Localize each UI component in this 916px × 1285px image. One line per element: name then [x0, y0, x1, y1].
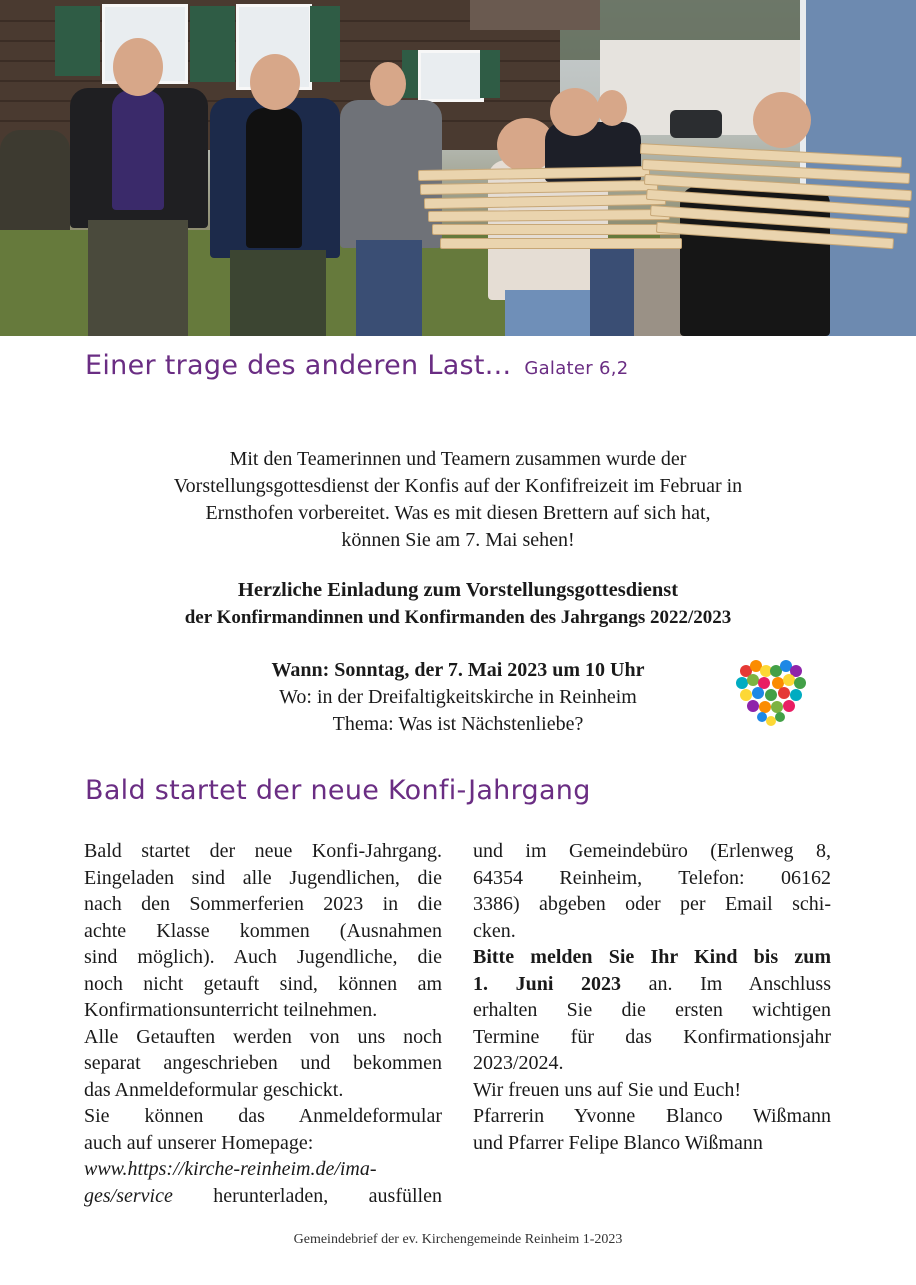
text-line: auch auf unserer Homepage:	[84, 1131, 314, 1154]
text-line: 2023/2024.	[473, 1052, 564, 1074]
text-line: achte Klasse kommen (Ausnahmen	[84, 919, 442, 942]
text-after-link: herunterladen, ausfüllen	[172, 1184, 442, 1207]
text-after-date: an. Im Anschluss	[621, 972, 831, 995]
text-line: 3386) abgeben oder per Email schi-	[473, 893, 831, 915]
text-line: noch nicht getauft sind, können am	[84, 972, 442, 995]
text-line: und im Gemeindebüro (Erlenweg 8,	[473, 840, 831, 862]
right-column	[473, 838, 831, 1156]
homepage-link-continued[interactable]: ges/service	[84, 1184, 173, 1207]
text-line: Eingeladen sind alle Jugendlichen, die	[84, 866, 442, 889]
event-details	[140, 657, 776, 738]
intro-line: Ernsthofen vorbereitet. Was es mit diesen Brettern auf sich hat,	[205, 502, 711, 524]
heading-verse-reference: Galater 6,2	[524, 358, 629, 379]
text-line: Bald startet der neue Konfi-Jahrgang.	[84, 840, 442, 862]
registration-deadline-line: Bitte melden Sie Ihr Kind bis zum	[473, 946, 831, 968]
text-line: Alle Getauften werden von uns noch	[84, 1025, 442, 1048]
text-line: cken.	[473, 919, 516, 942]
text-line: Termine für das Konfirmationsjahr	[473, 1025, 831, 1048]
intro-line: Mit den Teamerinnen und Teamern zusammen wurde der	[229, 448, 687, 470]
text-line	[473, 971, 831, 998]
text-line: Sie können das Anmeldeformular	[84, 1105, 442, 1127]
text-line	[84, 1183, 442, 1210]
registration-deadline-date: 1. Juni 2023	[473, 972, 621, 995]
text-line: Konfirmationsunterricht teilnehmen.	[84, 999, 378, 1021]
text-line: erhalten Sie die ersten wichtigen	[473, 999, 831, 1021]
page-footer: Gemeindebrief der ev. Kirchengemeinde Reinheim 1-2023	[293, 1232, 623, 1247]
event-when: Wann: Sonntag, der 7. Mai 2023 um 10 Uhr	[271, 659, 645, 681]
invitation-title: Herzliche Einladung zum Vorstellungsgottesdienst	[237, 579, 679, 601]
text-line: 64354 Reinheim, Telefon: 06162	[473, 866, 831, 889]
signature-line: Pfarrerin Yvonne Blanco Wißmann	[473, 1105, 831, 1127]
heading-new-confirmation-year: Bald startet der neue Konfi-Jahrgang	[85, 775, 591, 806]
intro-paragraph	[100, 446, 816, 554]
intro-line: können Sie am 7. Mai sehen!	[341, 529, 575, 551]
closing-line: Wir freuen uns auf Sie und Euch!	[473, 1078, 741, 1101]
text-line: sind möglich). Auch Jugendliche, die	[84, 946, 442, 968]
car	[670, 110, 722, 138]
event-where: Wo: in der Dreifaltigkeitskirche in Reinheim	[279, 686, 637, 708]
homepage-link[interactable]: www.https://kirche-reinheim.de/ima-	[84, 1158, 377, 1180]
invitation-subtitle: der Konfirmandinnen und Konfirmanden des Jahrgangs 2022/2023	[184, 607, 732, 628]
roof	[470, 0, 600, 30]
hands-heart-icon	[734, 657, 808, 727]
signature-line: und Pfarrer Felipe Blanco Wißmann	[473, 1131, 763, 1154]
text-line: das Anmeldeformular geschickt.	[84, 1078, 344, 1101]
left-column	[84, 838, 442, 1209]
heading-verse-text: Einer trage des anderen Last...	[85, 350, 512, 381]
header-photo	[0, 0, 916, 336]
text-line: nach den Sommerferien 2023 in die	[84, 893, 442, 915]
heading-bible-verse	[85, 350, 629, 381]
invitation	[100, 577, 816, 631]
intro-line: Vorstellungsgottesdienst der Konfis auf der Konfifreizeit im Februar in	[173, 475, 743, 497]
event-topic: Thema: Was ist Nächstenliebe?	[332, 713, 584, 735]
text-line: separat angeschrieben und bekommen	[84, 1052, 442, 1074]
